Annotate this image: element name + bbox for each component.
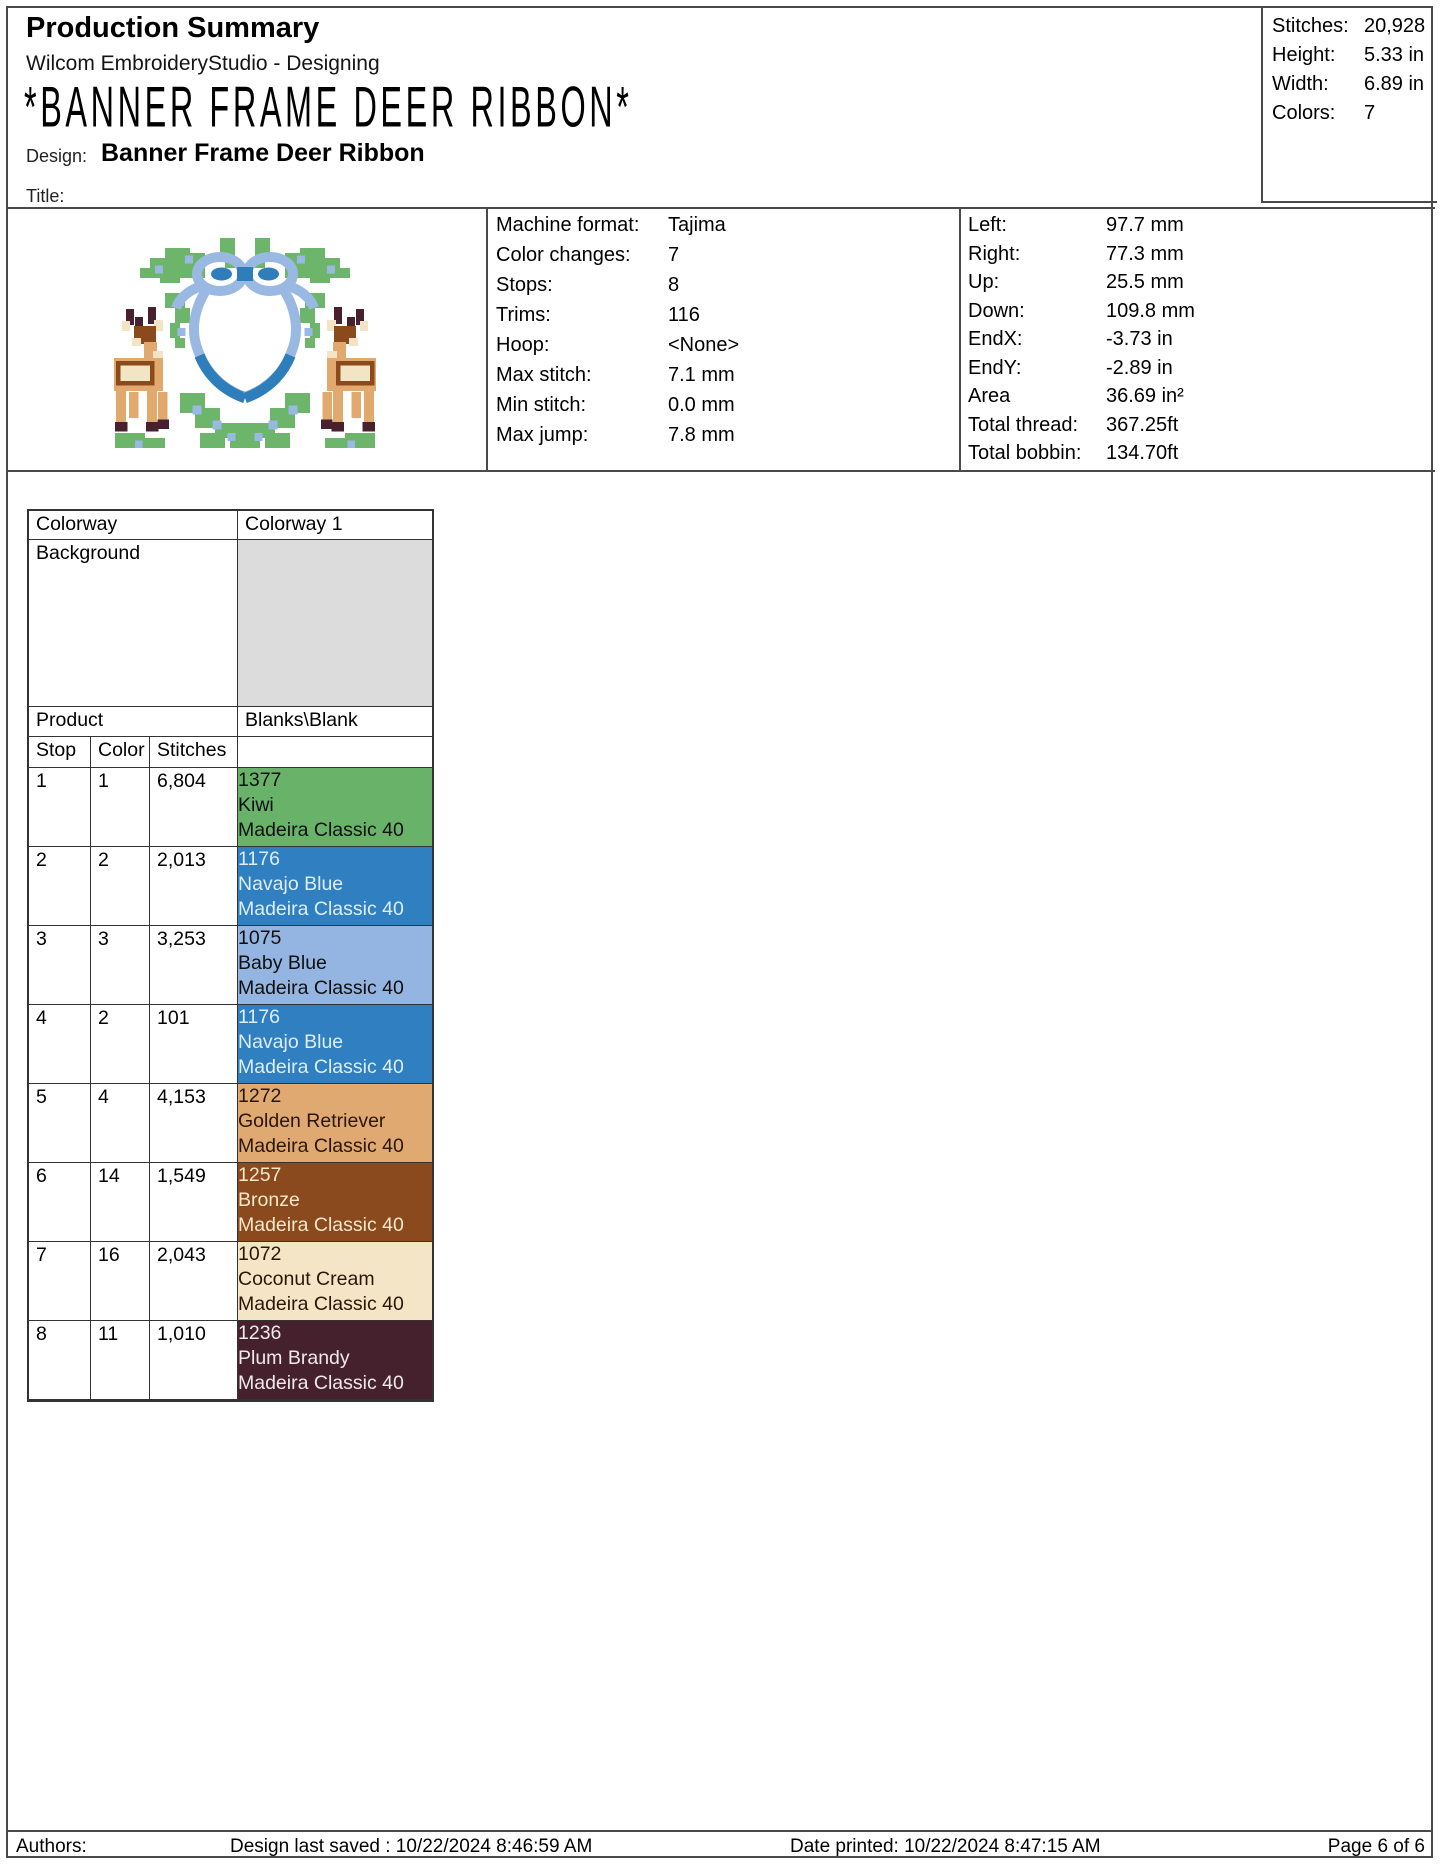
machine-info-value: 0.0 mm (668, 394, 735, 416)
background-row (29, 540, 432, 707)
extents-info-value: 25.5 mm (1106, 271, 1184, 293)
stat-row (1263, 15, 1437, 44)
machine-info-row (496, 424, 936, 454)
machine-info-value: Tajima (668, 214, 726, 236)
stat-row (1263, 102, 1437, 131)
column-header-color: Color (91, 737, 150, 767)
colorway-header-row (29, 511, 432, 540)
machine-info-label: Trims: (496, 304, 551, 326)
thread-code: 1236 (238, 1322, 282, 1344)
extents-info-label: Total bobbin: (968, 442, 1082, 464)
design-title-stylized-text: *BANNER FRAME DEER RIBBON* (24, 74, 633, 140)
extents-info-row (968, 328, 1408, 357)
thread-stop: 6 (29, 1163, 91, 1241)
footer-authors-label: Authors: (16, 1836, 87, 1857)
colorway-table (27, 509, 434, 1402)
extents-info-row (968, 442, 1408, 471)
thread-stitches: 101 (150, 1005, 238, 1083)
extents-info-label: Right: (968, 242, 1021, 265)
thread-name: Bronze (238, 1189, 300, 1211)
extents-info-block (968, 214, 1408, 471)
thread-code: 1072 (238, 1243, 282, 1265)
extents-info-label: EndX: (968, 328, 1023, 350)
thread-brand: Madeira Classic 40 (238, 1214, 404, 1236)
thread-stop: 2 (29, 847, 91, 925)
extents-info-label: Total thread: (968, 413, 1079, 436)
design-name: Banner Frame Deer Ribbon (101, 139, 425, 167)
machine-info-value: 8 (668, 274, 680, 296)
thread-stitches: 2,043 (150, 1242, 238, 1320)
thread-stop: 5 (29, 1084, 91, 1162)
machine-info-row (496, 244, 936, 274)
machine-info-value: 7 (668, 244, 680, 266)
extents-info-value: 97.7 mm (1106, 214, 1184, 236)
divider-info-right (959, 209, 961, 471)
stat-label: Width: (1272, 73, 1329, 95)
thread-color-number: 2 (91, 1005, 150, 1083)
footer-bar (6, 1830, 1433, 1860)
product-row (29, 707, 432, 737)
design-title-stylized (24, 74, 869, 140)
thread-stop: 4 (29, 1005, 91, 1083)
thread-color-number: 2 (91, 847, 150, 925)
extents-info-label: Left: (968, 214, 1007, 236)
thread-row (29, 1005, 432, 1084)
stat-label: Colors: (1272, 102, 1336, 124)
machine-info-value: 7.1 mm (668, 364, 735, 386)
design-preview-image (100, 228, 390, 453)
thread-code: 1272 (238, 1085, 282, 1107)
extents-info-value: 134.70ft (1106, 442, 1179, 464)
thread-color-number: 11 (91, 1321, 150, 1399)
machine-info-row (496, 334, 936, 364)
machine-info-label: Max jump: (496, 424, 589, 446)
thread-brand: Madeira Classic 40 (238, 1135, 404, 1157)
thread-stitches: 3,253 (150, 926, 238, 1004)
extents-info-value: 77.3 mm (1106, 242, 1184, 265)
extents-info-label: Up: (968, 271, 1000, 293)
footer-date-printed: Date printed: 10/22/2024 8:47:15 AM (790, 1836, 1101, 1857)
design-label: Design: (26, 146, 88, 166)
extents-info-value: 109.8 mm (1106, 299, 1195, 322)
machine-info-label: Min stitch: (496, 394, 587, 416)
thread-code: 1075 (238, 927, 282, 949)
machine-info-label: Max stitch: (496, 364, 592, 386)
extents-info-value: 36.69 in² (1106, 385, 1184, 407)
thread-code: 1377 (238, 769, 282, 791)
thread-row (29, 1163, 432, 1242)
thread-color-number: 14 (91, 1163, 150, 1241)
footer-last-saved: Design last saved : 10/22/2024 8:46:59 AM (230, 1836, 593, 1857)
stat-value: 20,928 (1364, 15, 1426, 37)
column-header-stitches: Stitches (150, 737, 238, 767)
thread-swatch (238, 926, 432, 1004)
stat-label: Height: (1272, 44, 1336, 66)
thread-row (29, 926, 432, 1005)
stat-label: Stitches: (1272, 15, 1349, 37)
stats-box (1261, 6, 1437, 203)
stat-value: 5.33 in (1364, 44, 1425, 66)
thread-code: 1176 (238, 848, 280, 870)
machine-info-value: 7.8 mm (668, 424, 735, 446)
thread-name: Navajo Blue (238, 1031, 344, 1053)
thread-code: 1257 (238, 1164, 282, 1186)
column-header-spacer (238, 737, 432, 767)
thread-swatch (238, 1242, 432, 1320)
stat-value: 7 (1364, 102, 1376, 124)
extents-info-label: EndY: (968, 356, 1022, 379)
thread-stop: 7 (29, 1242, 91, 1320)
thread-color-number: 4 (91, 1084, 150, 1162)
footer-page-number: Page 6 of 6 (1327, 1836, 1425, 1857)
product-label: Product (29, 707, 238, 736)
thread-brand: Madeira Classic 40 (238, 1056, 404, 1078)
thread-swatch (238, 1321, 432, 1399)
thread-stop: 1 (29, 768, 91, 846)
report-title: Production Summary (26, 12, 320, 44)
thread-brand: Madeira Classic 40 (238, 819, 404, 841)
machine-info-label: Machine format: (496, 214, 640, 236)
thread-stitches: 6,804 (150, 768, 238, 846)
stat-row (1263, 73, 1437, 102)
thread-stitches: 4,153 (150, 1084, 238, 1162)
extents-info-row (968, 243, 1408, 272)
title-label: Title: (26, 186, 65, 206)
app-subtitle: Wilcom EmbroideryStudio - Designing (26, 52, 380, 75)
thread-name: Plum Brandy (238, 1347, 350, 1369)
thread-color-number: 3 (91, 926, 150, 1004)
extents-info-row (968, 214, 1408, 243)
extents-info-value: -2.89 in (1106, 356, 1173, 379)
background-label: Background (29, 540, 238, 706)
extents-info-row (968, 300, 1408, 329)
thread-name: Kiwi (238, 794, 274, 816)
thread-row (29, 1242, 432, 1321)
thread-name: Navajo Blue (238, 873, 344, 895)
extents-info-value: 367.25ft (1106, 413, 1179, 436)
extents-info-row (968, 357, 1408, 386)
machine-info-row (496, 274, 936, 304)
colorway-header-value: Colorway 1 (245, 513, 343, 535)
thread-row (29, 1321, 432, 1400)
divider-info-left (486, 209, 488, 471)
thread-swatch (238, 1163, 432, 1241)
machine-info-label: Stops: (496, 274, 553, 296)
divider-header-bottom (6, 207, 1435, 209)
column-header-row (29, 737, 432, 768)
thread-stop: 8 (29, 1321, 91, 1399)
thread-stitches: 1,549 (150, 1163, 238, 1241)
machine-info-row (496, 394, 936, 424)
machine-info-block (496, 214, 936, 454)
colorway-header-label: Colorway (29, 511, 238, 539)
machine-info-label: Hoop: (496, 334, 550, 356)
background-swatch (238, 540, 432, 706)
thread-row (29, 847, 432, 926)
thread-name: Baby Blue (238, 952, 327, 974)
thread-swatch (238, 768, 432, 846)
thread-color-number: 1 (91, 768, 150, 846)
thread-name: Golden Retriever (238, 1110, 386, 1132)
extents-info-label: Down: (968, 299, 1025, 322)
thread-brand: Madeira Classic 40 (238, 898, 404, 920)
machine-info-label: Color changes: (496, 244, 631, 266)
stat-value: 6.89 in (1364, 73, 1425, 95)
thread-code: 1176 (238, 1006, 280, 1028)
thread-stitches: 1,010 (150, 1321, 238, 1399)
thread-brand: Madeira Classic 40 (238, 977, 404, 999)
extents-info-row (968, 414, 1408, 443)
thread-swatch (238, 1005, 432, 1083)
thread-brand: Madeira Classic 40 (238, 1293, 404, 1315)
thread-swatch (238, 847, 432, 925)
thread-row (29, 1084, 432, 1163)
machine-info-row (496, 214, 936, 244)
extents-info-label: Area (968, 385, 1011, 407)
product-value: Blanks\Blank (245, 709, 358, 731)
machine-info-row (496, 364, 936, 394)
extents-info-value: -3.73 in (1106, 328, 1173, 350)
thread-brand: Madeira Classic 40 (238, 1372, 404, 1394)
stat-row (1263, 44, 1437, 73)
thread-swatch (238, 1084, 432, 1162)
machine-info-row (496, 304, 936, 334)
machine-info-value: <None> (668, 334, 740, 356)
extents-info-row (968, 385, 1408, 414)
extents-info-row (968, 271, 1408, 300)
thread-row (29, 768, 432, 847)
column-header-stop: Stop (29, 737, 91, 767)
thread-stop: 3 (29, 926, 91, 1004)
thread-color-number: 16 (91, 1242, 150, 1320)
thread-name: Coconut Cream (238, 1268, 375, 1290)
thread-stitches: 2,013 (150, 847, 238, 925)
machine-info-value: 116 (668, 304, 700, 326)
